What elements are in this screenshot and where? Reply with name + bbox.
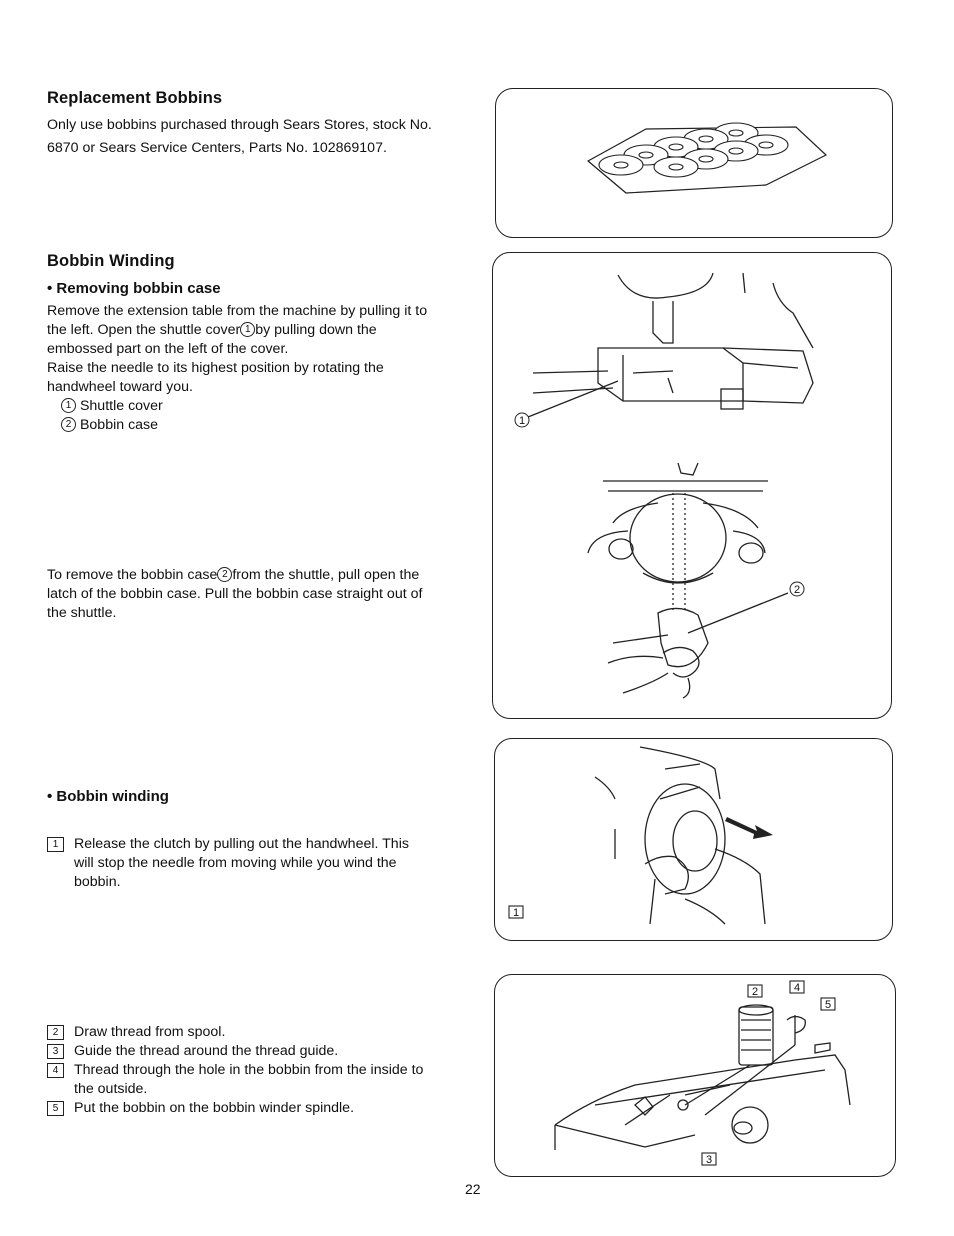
text-line: latch of the bobbin case. Pull the bobbin case straight out of bbox=[47, 586, 423, 602]
text-line: the shuttle. bbox=[47, 605, 117, 621]
text-line: handwheel toward you. bbox=[47, 379, 193, 395]
figure-handwheel bbox=[494, 738, 893, 941]
svg-text:2: 2 bbox=[751, 986, 759, 998]
removing-bobbin-case-subheading: • Removing bobbin case bbox=[47, 280, 221, 297]
fig4-label-4 bbox=[790, 981, 804, 994]
replacement-bobbins-heading: Replacement Bobbins bbox=[47, 89, 223, 107]
steps-2-5 bbox=[47, 1023, 477, 1118]
legend-item-shuttle-cover: 1 Shuttle cover bbox=[47, 397, 477, 416]
text-line: 6870 or Sears Service Centers, Parts No. 102869107. bbox=[47, 140, 387, 156]
svg-text:3: 3 bbox=[705, 1154, 713, 1166]
fig4-label-2 bbox=[748, 985, 762, 998]
bobbin-winder-illustration bbox=[495, 975, 895, 1176]
text-line: Only use bobbins purchased through Sears Stores, stock No. bbox=[47, 117, 432, 133]
text-line: the left. Open the shuttle cover 1 by pulling down the bbox=[47, 322, 377, 338]
svg-text:2: 2 bbox=[793, 584, 801, 596]
step-1 bbox=[47, 835, 477, 892]
legend-item-bobbin-case: 2 Bobbin case bbox=[47, 416, 477, 435]
removing-paragraph-3 bbox=[47, 566, 477, 623]
svg-text:5: 5 bbox=[824, 999, 832, 1011]
text-line: To remove the bobbin case 2 from the shuttle, pull open the bbox=[47, 567, 420, 583]
figure-bobbin-winder bbox=[494, 974, 896, 1177]
text-line: Raise the needle to its highest position by rotating the bbox=[47, 360, 384, 376]
step-number-box: 1 bbox=[47, 837, 64, 852]
fig4-label-3 bbox=[702, 1153, 716, 1166]
text-line: bobbin. bbox=[74, 874, 121, 890]
bobbin-winding-subheading: • Bobbin winding bbox=[47, 788, 169, 805]
figure-removing-bobbin-case bbox=[492, 252, 892, 719]
step-3: 3 Guide the thread around the thread guide. bbox=[47, 1042, 477, 1061]
svg-text:4: 4 bbox=[793, 982, 801, 994]
fig2-callout-2 bbox=[790, 582, 804, 596]
text-line: embossed part on the left of the cover. bbox=[47, 341, 289, 357]
text-line: Remove the extension table from the machine by pulling it to bbox=[47, 303, 428, 319]
text-line: Release the clutch by pulling out the handwheel. This bbox=[74, 836, 409, 852]
bobbin-winding-heading: Bobbin Winding bbox=[47, 252, 175, 270]
replacement-bobbins-text bbox=[47, 116, 432, 158]
handwheel-illustration bbox=[495, 739, 892, 940]
callout-circle: 1 bbox=[240, 322, 255, 337]
step-5: 5 Put the bobbin on the bobbin winder spindle. bbox=[47, 1099, 477, 1118]
page-number: 22 bbox=[465, 1181, 481, 1197]
fig4-label-5 bbox=[821, 998, 835, 1011]
svg-text:1: 1 bbox=[518, 415, 526, 427]
fig2-callout-1 bbox=[515, 413, 529, 427]
step-4: 4 Thread through the hole in the bobbin from the inside to the outside. bbox=[47, 1061, 477, 1099]
machine-illustration bbox=[493, 253, 891, 718]
svg-text:1: 1 bbox=[512, 907, 520, 919]
text-line: will stop the needle from moving while you wind the bbox=[74, 855, 397, 871]
fig3-step-label bbox=[509, 906, 523, 919]
removing-paragraph-1 bbox=[47, 302, 477, 435]
bobbins-illustration bbox=[496, 89, 892, 237]
figure-bobbins bbox=[495, 88, 893, 238]
step-2: 2 Draw thread from spool. bbox=[47, 1023, 477, 1042]
